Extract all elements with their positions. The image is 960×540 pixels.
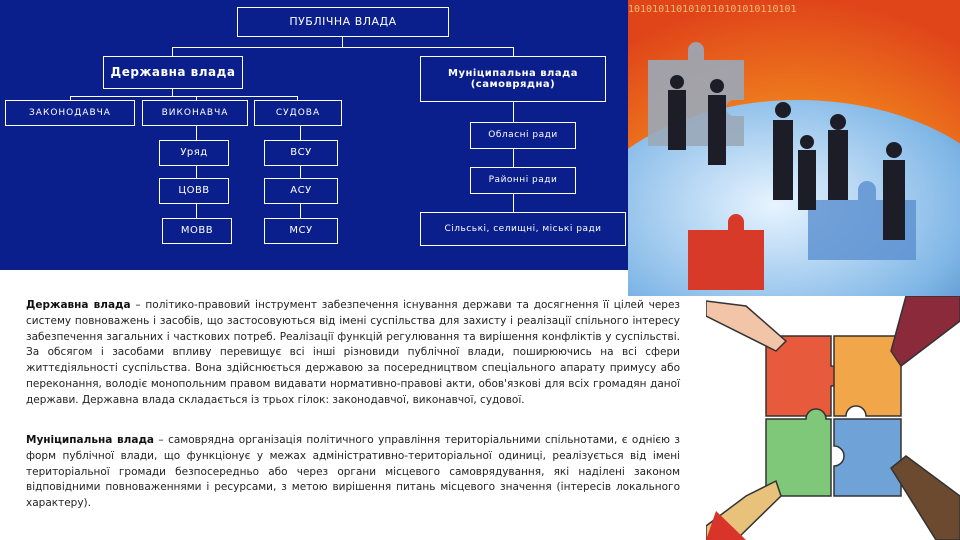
state-power-box — [103, 56, 243, 89]
exec-covv — [159, 178, 229, 204]
root-box — [237, 7, 449, 37]
exec-label: ЦОВВ — [178, 185, 210, 197]
connector — [196, 204, 197, 218]
connector — [196, 126, 197, 140]
court-msu — [264, 218, 338, 244]
council-label: Обласні ради — [488, 130, 558, 141]
connector — [300, 204, 301, 218]
municipal-power-label: Муніципальна влада (самоврядна) — [448, 67, 578, 90]
branch-judicial — [254, 100, 342, 126]
council-raion — [470, 167, 576, 194]
court-label: ВСУ — [290, 147, 312, 159]
connector — [172, 47, 514, 48]
branch-executive — [142, 100, 248, 126]
council-oblast — [470, 122, 576, 149]
exec-label: Уряд — [180, 147, 208, 159]
municipal-power-definition: – самоврядна організація політичного управління територіальними спільнотами, є однією з форм публічної влади, що функціонує у межах адміністративно-територіальної одиниці, реалізується від імені територіальної громади безпосередньо або через органи місцевого самоврядування, які наділені законом відповідними повноваженнями і ресурсами, з метою вирішення питань місцевого значення (інтересів локального характеру). — [26, 434, 680, 510]
court-asu — [264, 178, 338, 204]
state-power-definition: – політико-правовий інструмент забезпечення існування держави та досягнення її цілей через систему повноважень і засобів, що застосовуються від імені суспільства для захисту і реалізації спільного інтересу забезпечення загальних і часткових потреб. Реалізації функцій регулювання та вирішення конфліктів у суспільстві. За обсягом і засобами впливу перевищує всі інші різновиди публічної влади, поширюючись на всі сфери життєдіяльності суспільства. Вона здійснюється державою за посередництвом спеціального апарату примусу або переконання, володіє монопольним правом видавати нормативно-правові акти, обов'язкові для всіх громадян даної держави. Державна влада складається із трьох гілок: законодавчої, виконавчої, судової. — [26, 299, 681, 406]
connector — [196, 166, 197, 178]
exec-government — [159, 140, 229, 166]
connector — [300, 126, 301, 140]
connector — [342, 37, 343, 47]
connector — [300, 166, 301, 178]
council-label: Районні ради — [488, 175, 558, 186]
court-vsu — [264, 140, 338, 166]
connector — [70, 96, 298, 97]
puzzle-globe-illustration — [628, 0, 960, 296]
exec-movv — [162, 218, 232, 244]
branch-label: ВИКОНАВЧА — [161, 107, 229, 118]
connector — [513, 194, 514, 212]
hands-puzzle-illustration — [706, 296, 960, 540]
state-power-paragraph — [26, 298, 680, 409]
state-power-term: Державна влада — [26, 299, 131, 311]
state-power-label: Державна влада — [110, 64, 236, 79]
branch-legislative — [5, 100, 135, 126]
municipal-power-term: Муніципальна влада — [26, 434, 155, 446]
council-label: Сільські, селищні, міські ради — [444, 223, 602, 234]
municipal-power-paragraph — [26, 433, 680, 512]
council-local — [420, 212, 626, 246]
connector — [513, 149, 514, 167]
court-label: МСУ — [289, 225, 313, 237]
root-label: ПУБЛІЧНА ВЛАДА — [289, 14, 397, 28]
branch-label: ЗАКОНОДАВЧА — [29, 107, 111, 118]
connector — [513, 47, 514, 56]
connector — [172, 47, 173, 56]
svg-text:1010101101010110101010110101: 1010101101010110101010110101 — [628, 4, 797, 15]
branch-label: СУДОВА — [275, 107, 321, 118]
municipal-power-box — [420, 56, 606, 102]
court-label: АСУ — [290, 185, 312, 197]
connector — [513, 102, 514, 122]
exec-label: МОВВ — [180, 225, 214, 237]
